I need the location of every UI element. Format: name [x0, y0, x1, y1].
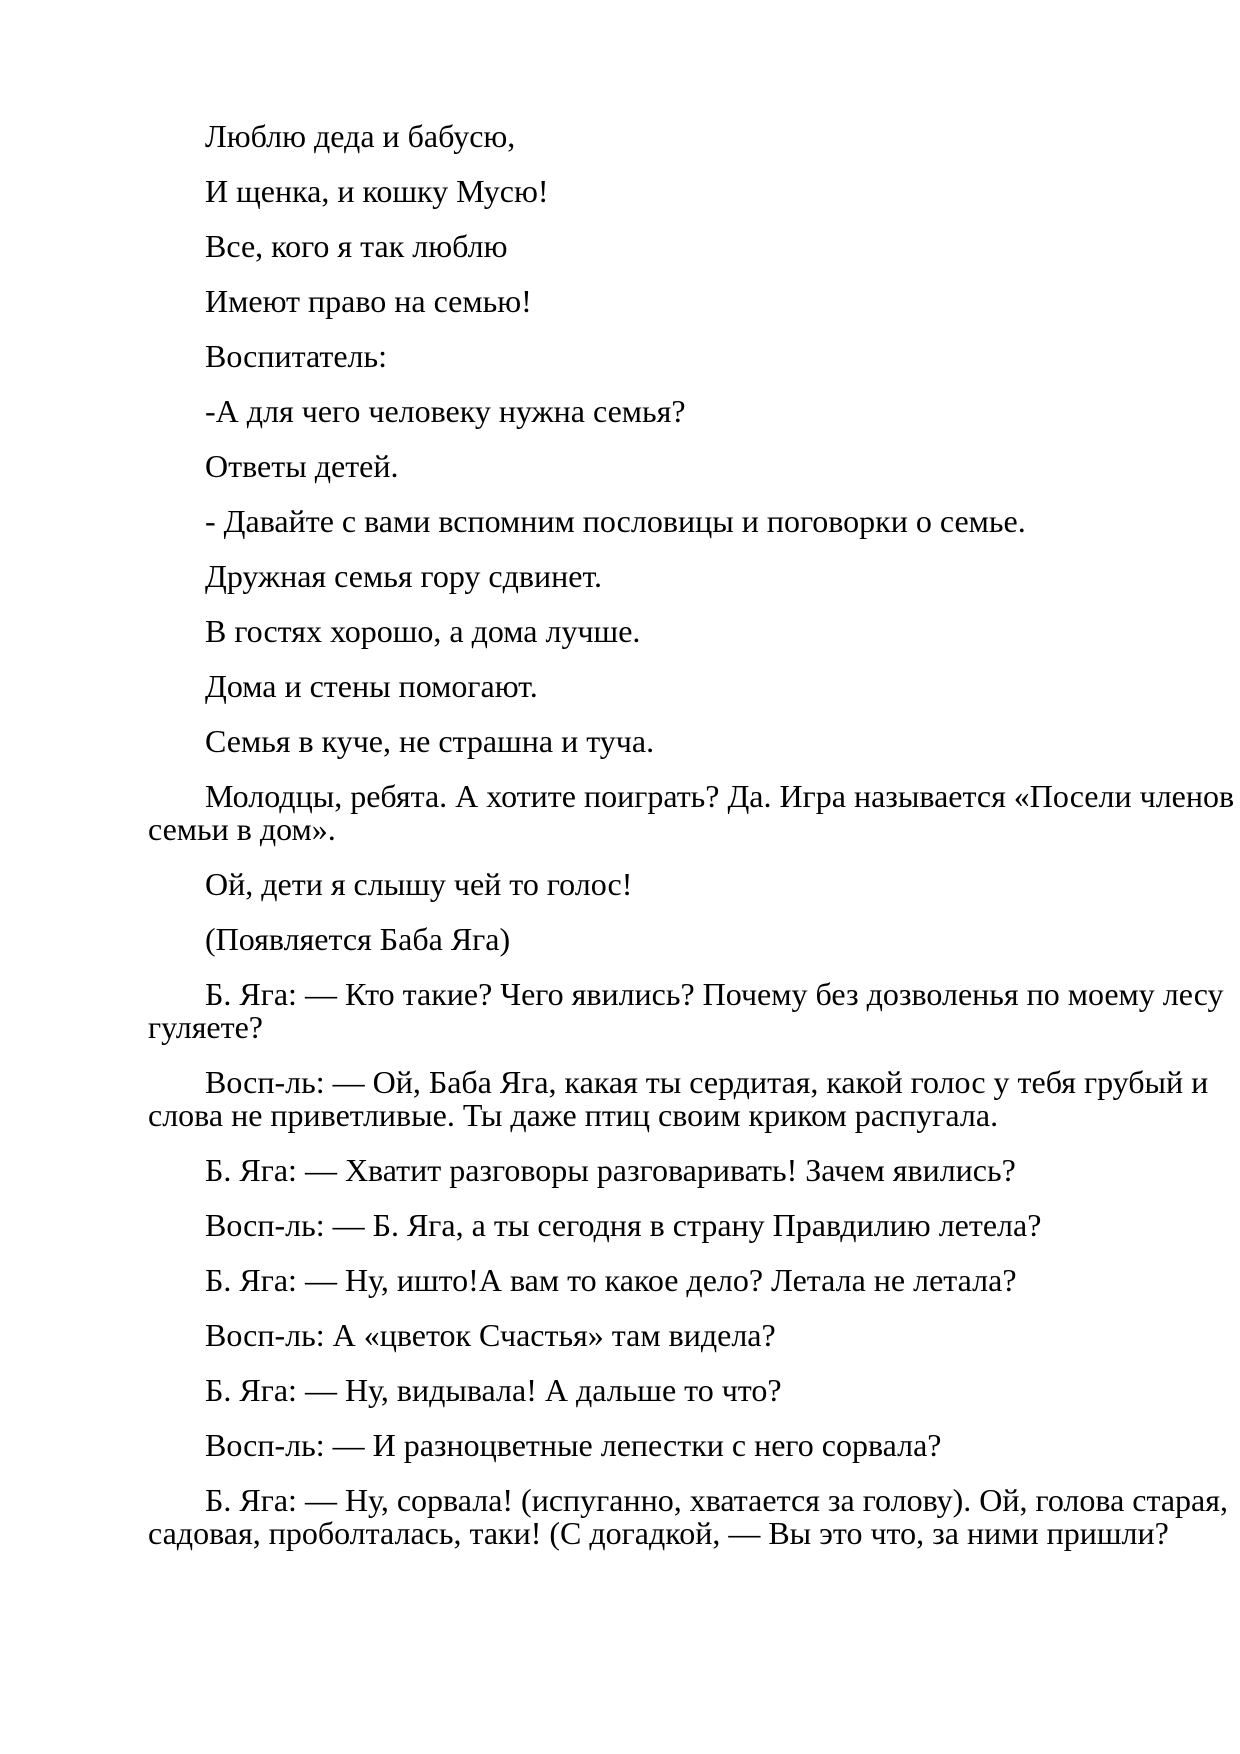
- text-line: Дружная семья гору сдвинет.: [205, 558, 603, 594]
- paragraph: [148, 230, 1133, 263]
- text-line: гуляете?: [148, 1009, 263, 1045]
- paragraph: [148, 285, 1133, 318]
- paragraph: [148, 976, 1224, 1045]
- paragraph: [148, 1374, 1133, 1407]
- text-line: Семья в куче, не страшна и туча.: [205, 723, 655, 759]
- paragraph: [148, 868, 1133, 901]
- text-line: Дома и стены помогают.: [205, 668, 538, 704]
- text-line: Б. Яга: — Хватит разговоры разговаривать! Зачем явились?: [205, 1152, 1016, 1188]
- paragraph: [148, 1319, 1133, 1352]
- text-line: Б. Яга: — Кто такие? Чего явились? Почему без дозволенья по моему лесу: [205, 976, 1224, 1012]
- document-body: [148, 118, 1235, 1572]
- text-line: слова не приветливые. Ты даже птиц своим криком распугала.: [148, 1097, 999, 1133]
- text-line: Восп-ль: А «цветок Счастья» там видела?: [205, 1317, 776, 1353]
- text-line: Восп-ль: — Ой, Баба Яга, какая ты сердитая, какой голос у тебя грубый и: [205, 1064, 1209, 1100]
- text-line: (Появляется Баба Яга): [205, 921, 511, 957]
- text-line: Все, кого я так люблю: [205, 228, 508, 264]
- paragraph: [148, 670, 1133, 703]
- text-line: Имеют право на семью!: [205, 283, 532, 319]
- paragraph: [148, 560, 1133, 593]
- paragraph: [148, 340, 1133, 373]
- paragraph: [148, 725, 1133, 758]
- paragraph: [148, 1154, 1133, 1187]
- text-line: Б. Яга: — Ну, ишто!А вам то какое дело? Летала не летала?: [205, 1262, 1017, 1298]
- paragraph: [148, 450, 1133, 483]
- text-line: Люблю деда и бабусю,: [205, 118, 516, 154]
- paragraph: [148, 1264, 1133, 1297]
- text-line: семьи в дом».: [148, 811, 336, 847]
- text-line: Ответы детей.: [205, 448, 399, 484]
- paragraph: [148, 505, 1133, 538]
- paragraph: [148, 120, 1133, 153]
- text-line: В гостях хорошо, а дома лучше.: [205, 613, 641, 649]
- text-line: -А для чего человеку нужна семья?: [205, 393, 686, 429]
- paragraph: [148, 1209, 1133, 1242]
- text-line: Б. Яга: — Ну, сорвала! (испуганно, хватается за голову). Ой, голова старая,: [205, 1482, 1228, 1518]
- text-line: И щенка, и кошку Мусю!: [205, 173, 549, 209]
- text-line: Восп-ль: — Б. Яга, а ты сегодня в страну Правдилию летела?: [205, 1207, 1042, 1243]
- paragraph: [148, 1482, 1228, 1551]
- text-line: Восп-ль: — И разноцветные лепестки с него сорвала?: [205, 1427, 942, 1463]
- paragraph: [148, 1064, 1209, 1133]
- paragraph: [148, 778, 1235, 847]
- text-line: - Давайте с вами вспомним пословицы и поговорки о семье.: [205, 503, 1026, 539]
- paragraph: [148, 923, 1133, 956]
- text-line: Ой, дети я слышу чей то голос!: [205, 866, 633, 902]
- paragraph: [148, 615, 1133, 648]
- text-line: Воспитатель:: [205, 338, 387, 374]
- paragraph: [148, 1429, 1133, 1462]
- text-line: Б. Яга: — Ну, видывала! А дальше то что?: [205, 1372, 782, 1408]
- paragraph: [148, 395, 1133, 428]
- text-line: Молодцы, ребята. А хотите поиграть? Да. Игра называется «Посели членов: [205, 778, 1235, 814]
- paragraph: [148, 175, 1133, 208]
- text-line: садовая, проболталась, таки! (С догадкой, — Вы это что, за ними пришли?: [148, 1515, 1169, 1551]
